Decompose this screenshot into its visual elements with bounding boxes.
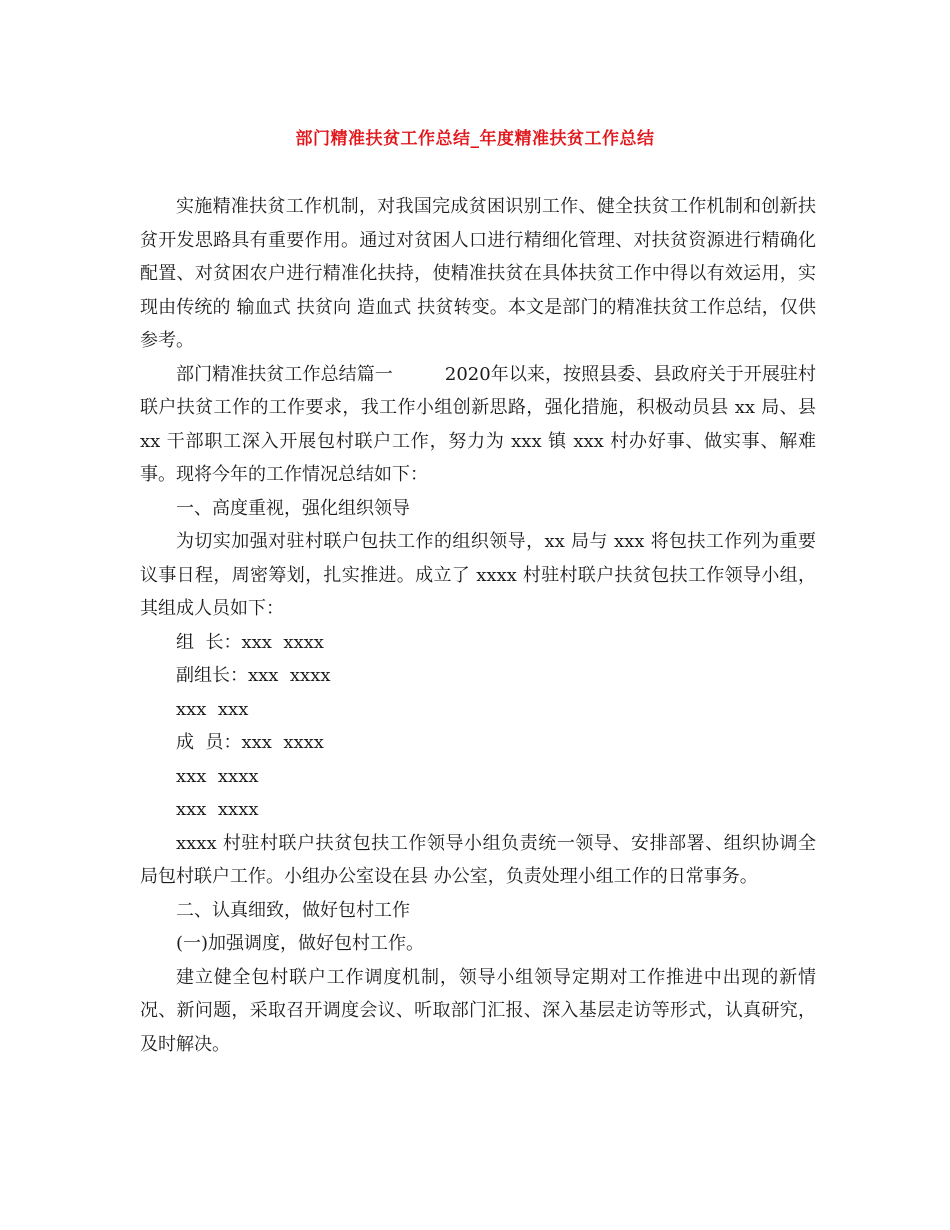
section-one-text: 2020年以来，按照县委、县政府关于开展驻村联户扶贫工作的工作要求，我工作小组创新思路，强化措施，积极动员县 xx 局、县 xx 干部职工深入开展包村联户工作，努力为 xxx 镇 xxx 村办好事、做实事、解难事。现将今年的工作情况总结如下：: [140, 363, 816, 485]
member-line-members: 成 员：xxx xxxx: [176, 732, 324, 753]
subheading-scheduling: (一)加强调度，做好包村工作。: [176, 933, 425, 954]
section-one-intro-paragraph: [140, 358, 816, 492]
section-one-heading: 部门精准扶贫工作总结篇一: [176, 363, 393, 385]
document-body: [140, 190, 816, 1061]
member-line-members-3: xxx xxxx: [176, 799, 259, 820]
organization-paragraph: 为切实加强对驻村联户包扶工作的组织领导，xx 局与 xxx 将包扶工作列为重要议事日程，周密筹划，扎实推进。成立了 xxxx 村驻村联户扶贫包扶工作领导小组，其组成人员如下：: [140, 531, 816, 619]
heading-village-work: 二、认真细致，做好包村工作: [176, 899, 410, 921]
member-line-deputy: 副组长：xxx xxxx: [176, 665, 331, 686]
intro-paragraph: 实施精准扶贫工作机制，对我国完成贫困识别工作、健全扶贫工作机制和创新扶贫开发思路具有重要作用。通过对贫困人口进行精细化管理、对扶贫资源进行精确化配置、对贫困农户进行精准化扶持，使精准扶贫在具体扶贫工作中得以有效运用，实现由传统的 输血式 扶贫向 造血式 扶贫转变。本文是部门的精准扶贫工作总结，仅供参考。: [140, 196, 816, 351]
leadership-group-paragraph: xxxx 村驻村联户扶贫包扶工作领导小组负责统一领导、安排部署、组织协调全局包村联户工作。小组办公室设在县 办公室，负责处理小组工作的日常事务。: [140, 832, 816, 887]
member-line-leader: 组 长：xxx xxxx: [176, 631, 324, 653]
member-line-members-2: xxx xxxx: [176, 765, 259, 787]
document-title: 部门精准扶贫工作总结_年度精准扶贫工作总结: [295, 129, 655, 149]
member-line-deputy-2: xxx xxx: [176, 698, 249, 720]
heading-organization: 一、高度重视，强化组织领导: [176, 497, 410, 519]
scheduling-paragraph: 建立健全包村联户工作调度机制，领导小组领导定期对工作推进中出现的新情况、新问题，采取召开调度会议、听取部门汇报、深入基层走访等形式，认真研究，及时解决。: [140, 966, 816, 1055]
